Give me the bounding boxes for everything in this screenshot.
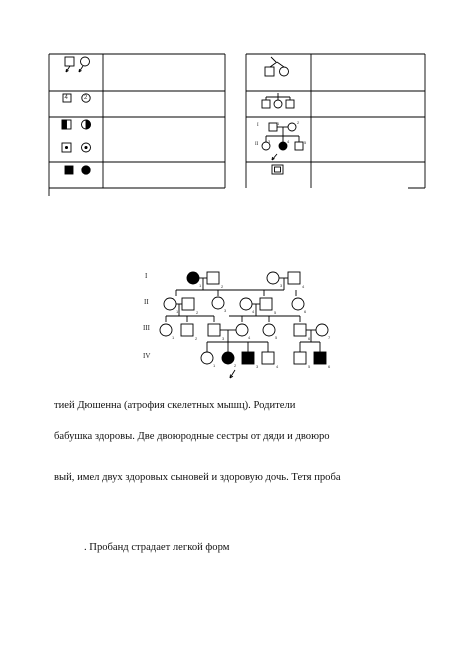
gen-II-female <box>164 298 176 310</box>
individual-number: 4 <box>276 364 279 369</box>
individual-number: 1 <box>213 363 216 368</box>
individual-number: 5 <box>274 310 277 315</box>
gen-II-male <box>260 298 272 310</box>
twins-symbol-icon <box>265 57 289 76</box>
generation-label: II <box>144 298 149 306</box>
individual-number: 6 <box>304 309 307 314</box>
gen-II-male <box>182 298 194 310</box>
individual-number: 1 <box>199 283 202 288</box>
individual-number: 6 <box>308 336 311 341</box>
generation-label: III <box>143 324 150 332</box>
gen-II-female <box>240 298 252 310</box>
mini-number: 4 <box>287 139 290 144</box>
individual-number: 5 <box>275 335 278 340</box>
gen-III-male <box>294 324 306 336</box>
gen-IV-female <box>201 352 213 364</box>
gen-III-female <box>263 324 275 336</box>
gen-IV-male <box>262 352 274 364</box>
text-line: . Пробанд страдает легкой форм <box>84 542 230 553</box>
gen-IV-male-affected <box>242 352 254 364</box>
individual-number: 3 <box>280 283 283 288</box>
gen-I-female <box>267 272 279 284</box>
gen-II-female <box>292 298 304 310</box>
gen-IV-proband <box>222 352 234 364</box>
individual-number: 7 <box>328 335 331 340</box>
legend-table-right <box>246 54 425 188</box>
gen-III-female <box>316 324 328 336</box>
individual-number: 2 <box>196 310 199 315</box>
individual-number: 3 <box>256 364 259 369</box>
gen-III-male <box>181 324 193 336</box>
individual-number: 4 <box>248 335 251 340</box>
individual-number: 3 <box>224 308 227 313</box>
individual-number: 2 <box>234 363 237 368</box>
legend-circle-number: 2 <box>84 95 88 101</box>
individual-number: 4 <box>302 284 305 289</box>
individual-number: 1 <box>176 309 179 314</box>
individual-number: 5 <box>308 364 311 369</box>
individual-number: 1 <box>172 335 175 340</box>
mini-number: 3 <box>268 139 271 144</box>
mini-number: 5 <box>304 140 307 145</box>
proband-symbols-icon <box>65 57 90 72</box>
carrier-symbols-icon <box>62 120 91 152</box>
text-line: вый, имел двух здоровых сыновей и здоровую дочь. Тетя проба <box>54 472 341 483</box>
individual-number: 3 <box>222 336 225 341</box>
gen-I-female-affected <box>187 272 199 284</box>
gen-III-female <box>236 324 248 336</box>
gen-II-female <box>212 297 224 309</box>
individual-number: 4 <box>252 309 255 314</box>
legend-table-left <box>49 54 225 196</box>
text-line: бабушка здоровы. Две двоюродные сестры от дяди и двоюро <box>54 431 330 442</box>
double-square-icon <box>272 165 283 174</box>
gen-I-male <box>288 272 300 284</box>
gen-I-male <box>207 272 219 284</box>
individual-number: 6 <box>328 364 331 369</box>
individual-number: 2 <box>221 284 224 289</box>
mini-gen-I-label: I <box>257 123 259 128</box>
individual-number: 2 <box>195 336 198 341</box>
gen-IV-male <box>294 352 306 364</box>
sibship-symbol-icon <box>262 93 294 108</box>
legend-square-number: 4 <box>64 95 68 101</box>
mini-number: 1 <box>277 121 280 126</box>
gen-IV-male-affected <box>314 352 326 364</box>
gen-III-female <box>160 324 172 336</box>
text-line: тией Дюшенна (атрофия скелетных мышц). Родители <box>54 400 296 411</box>
affected-symbols-icon <box>65 166 90 174</box>
generation-label: I <box>145 272 148 280</box>
generation-label: IV <box>143 352 151 360</box>
gen-III-male <box>208 324 220 336</box>
mini-gen-II-label: II <box>255 142 259 147</box>
mini-number: 2 <box>297 120 300 125</box>
